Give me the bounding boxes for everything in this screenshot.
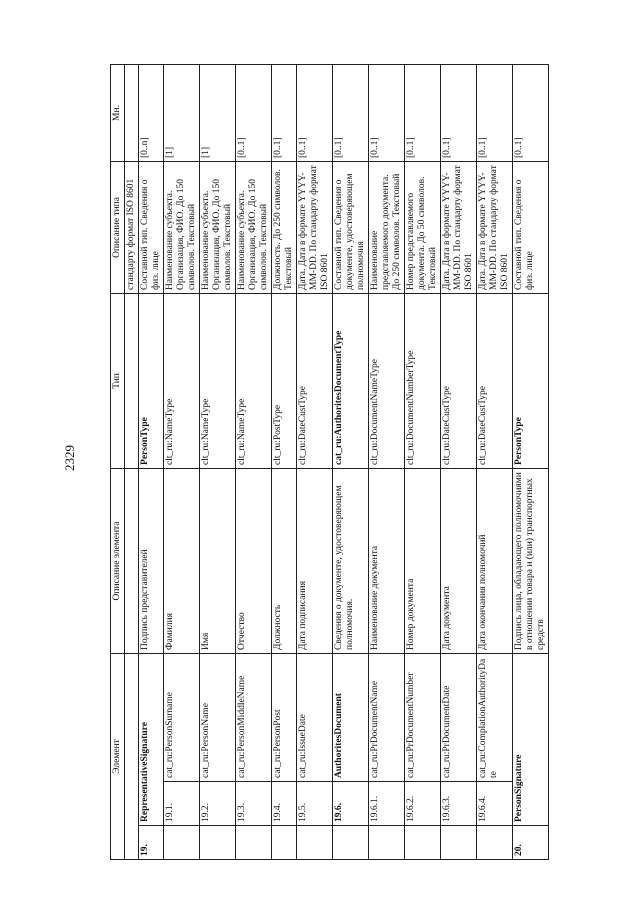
element-description: Номер документа	[405, 468, 441, 653]
element-type: PersonType	[139, 293, 164, 468]
element-type: PersonType	[513, 293, 549, 468]
element-name: PersonSignature	[513, 653, 549, 825]
table-row	[164, 64, 200, 859]
type-description: Наименование субъекта. Организация, ФИО. До 150 символов. Текстовый	[236, 161, 272, 293]
element-description: Наименование документа	[369, 468, 405, 653]
header-multiplicity: Мн.	[111, 64, 125, 161]
element-description: Подпись лица, обладающего полномочиями в отношении товара и (или) транспортных средств	[513, 468, 549, 653]
header-element: Элемент	[111, 653, 125, 859]
row-number: 19.6.3.	[441, 782, 477, 826]
element-type: clt_ru:DateCustType	[297, 293, 333, 468]
header-type-description: Описание типа	[111, 161, 125, 293]
type-description: Составной тип. Сведения о документе, удостоверяющем полномочия	[333, 161, 369, 293]
row-number: 19.6.1.	[369, 782, 405, 826]
element-table	[110, 64, 549, 860]
row-number: 19.6.	[333, 782, 369, 826]
row-number: 19.3.	[236, 782, 272, 826]
element-description: Должность	[272, 468, 297, 653]
element-name: cat_ru:PrDocumentDate	[441, 653, 477, 781]
row-number: 19.2.	[200, 782, 236, 826]
multiplicity: [0..1]	[297, 64, 333, 161]
multiplicity: [1]	[200, 64, 236, 161]
table-row	[333, 64, 369, 859]
multiplicity: [0..1]	[477, 64, 513, 161]
element-description: Имя	[200, 468, 236, 653]
element-name: RepresentativeSignature	[139, 653, 164, 825]
element-type: cat_ru:AuthoritesDocumentType	[333, 293, 369, 468]
element-name: cat_ru:PrDocumentNumber	[405, 653, 441, 781]
element-type: clt_ru:NameType	[236, 293, 272, 468]
element-type: clt_ru:PostType	[272, 293, 297, 468]
multiplicity: [0..1]	[333, 64, 369, 161]
row-number: 19.	[139, 826, 164, 860]
multiplicity: [0..1]	[236, 64, 272, 161]
element-description: Дата окончания полномочий	[477, 468, 513, 653]
multiplicity: [0..n]	[139, 64, 164, 161]
element-name: cat_ru:PersonPost	[272, 653, 297, 781]
element-type: clt_ru:DocumentNumberType	[405, 293, 441, 468]
table-row	[200, 64, 236, 859]
row-number: 19.6.2.	[405, 782, 441, 826]
type-description: Должность. До 250 символов. Текстовый	[272, 161, 297, 293]
continuation-multiplicity	[125, 64, 139, 161]
row-number: 19.4.	[272, 782, 297, 826]
element-description: Дата документа	[441, 468, 477, 653]
element-name: cat_ru:PersonSurname	[164, 653, 200, 781]
table-row	[369, 64, 405, 859]
type-description: Дата. Дата в формате YYYY-MM-DD. По стандарту формат ISO 8601	[441, 161, 477, 293]
element-type: clt_ru:NameType	[164, 293, 200, 468]
multiplicity: [0..1]	[441, 64, 477, 161]
page-number: 2329	[62, 445, 77, 471]
table-row	[513, 64, 549, 859]
element-name: cat_ru:ComplationAuthorityDate	[477, 653, 513, 781]
header-type: Тип	[111, 293, 125, 468]
element-type: clt_ru:DocumentNameType	[369, 293, 405, 468]
element-name: cat_ru:IssueDate	[297, 653, 333, 781]
table-row	[441, 64, 477, 859]
multiplicity: [0..1]	[369, 64, 405, 161]
element-description: Фамилия	[164, 468, 200, 653]
table-row	[405, 64, 441, 859]
multiplicity: [0..1]	[272, 64, 297, 161]
multiplicity: [0..1]	[405, 64, 441, 161]
type-description: Наименование субъекта. Организация, ФИО. До 150 символов. Текстовый	[200, 161, 236, 293]
element-description: Подпись представителей	[139, 468, 164, 653]
table-row	[297, 64, 333, 859]
element-name: AuthoritesDocument	[333, 653, 369, 781]
element-type: clt_ru:NameType	[200, 293, 236, 468]
rotated-page	[110, 65, 546, 860]
element-type: clt_ru:DateCustType	[477, 293, 513, 468]
element-type: clt_ru:DateCustType	[441, 293, 477, 468]
type-description: Наименование субъекта. Организация, ФИО. До 150 символов. Текстовый	[164, 161, 200, 293]
type-description: Номер представляемого документа. До 50 символов. Текстовый	[405, 161, 441, 293]
row-number: 19.5.	[297, 782, 333, 826]
type-description: Наименование представляемого документа. До 250 символов. Текстовый	[369, 161, 405, 293]
element-name: cat_ru:PersonName	[200, 653, 236, 781]
type-description: Составной тип. Сведения о физ. лице	[139, 161, 164, 293]
table-row	[477, 64, 513, 859]
table-row	[139, 64, 164, 859]
element-name: cat_ru:PrDocumentName	[369, 653, 405, 781]
multiplicity: [1]	[164, 64, 200, 161]
type-description: Дата. Дата в формате YYYY-MM-DD. По стандарту формат ISO 8601	[477, 161, 513, 293]
header-description: Описание элемента	[111, 468, 125, 653]
element-description: Сведения о документе, удостоверяющем полномочия.	[333, 468, 369, 653]
type-description: Составной тип. Сведения о физ. лице	[513, 161, 549, 293]
multiplicity: [0..1]	[513, 64, 549, 161]
type-description: Дата. Дата в формате YYYY-MM-DD. По стандарту формат ISO 8601	[297, 161, 333, 293]
continuation-type-description: стандарту формат ISO 8601	[125, 161, 139, 293]
element-description: Дата подписания	[297, 468, 333, 653]
table-row	[272, 64, 297, 859]
continuation-row	[125, 64, 139, 859]
element-name: cat_ru:PersonMiddleName	[236, 653, 272, 781]
row-number: 19.1.	[164, 782, 200, 826]
header-row	[111, 64, 125, 859]
row-number: 20.	[513, 826, 549, 860]
table-row	[236, 64, 272, 859]
element-description: Отчество	[236, 468, 272, 653]
row-number: 19.6.4.	[477, 782, 513, 826]
